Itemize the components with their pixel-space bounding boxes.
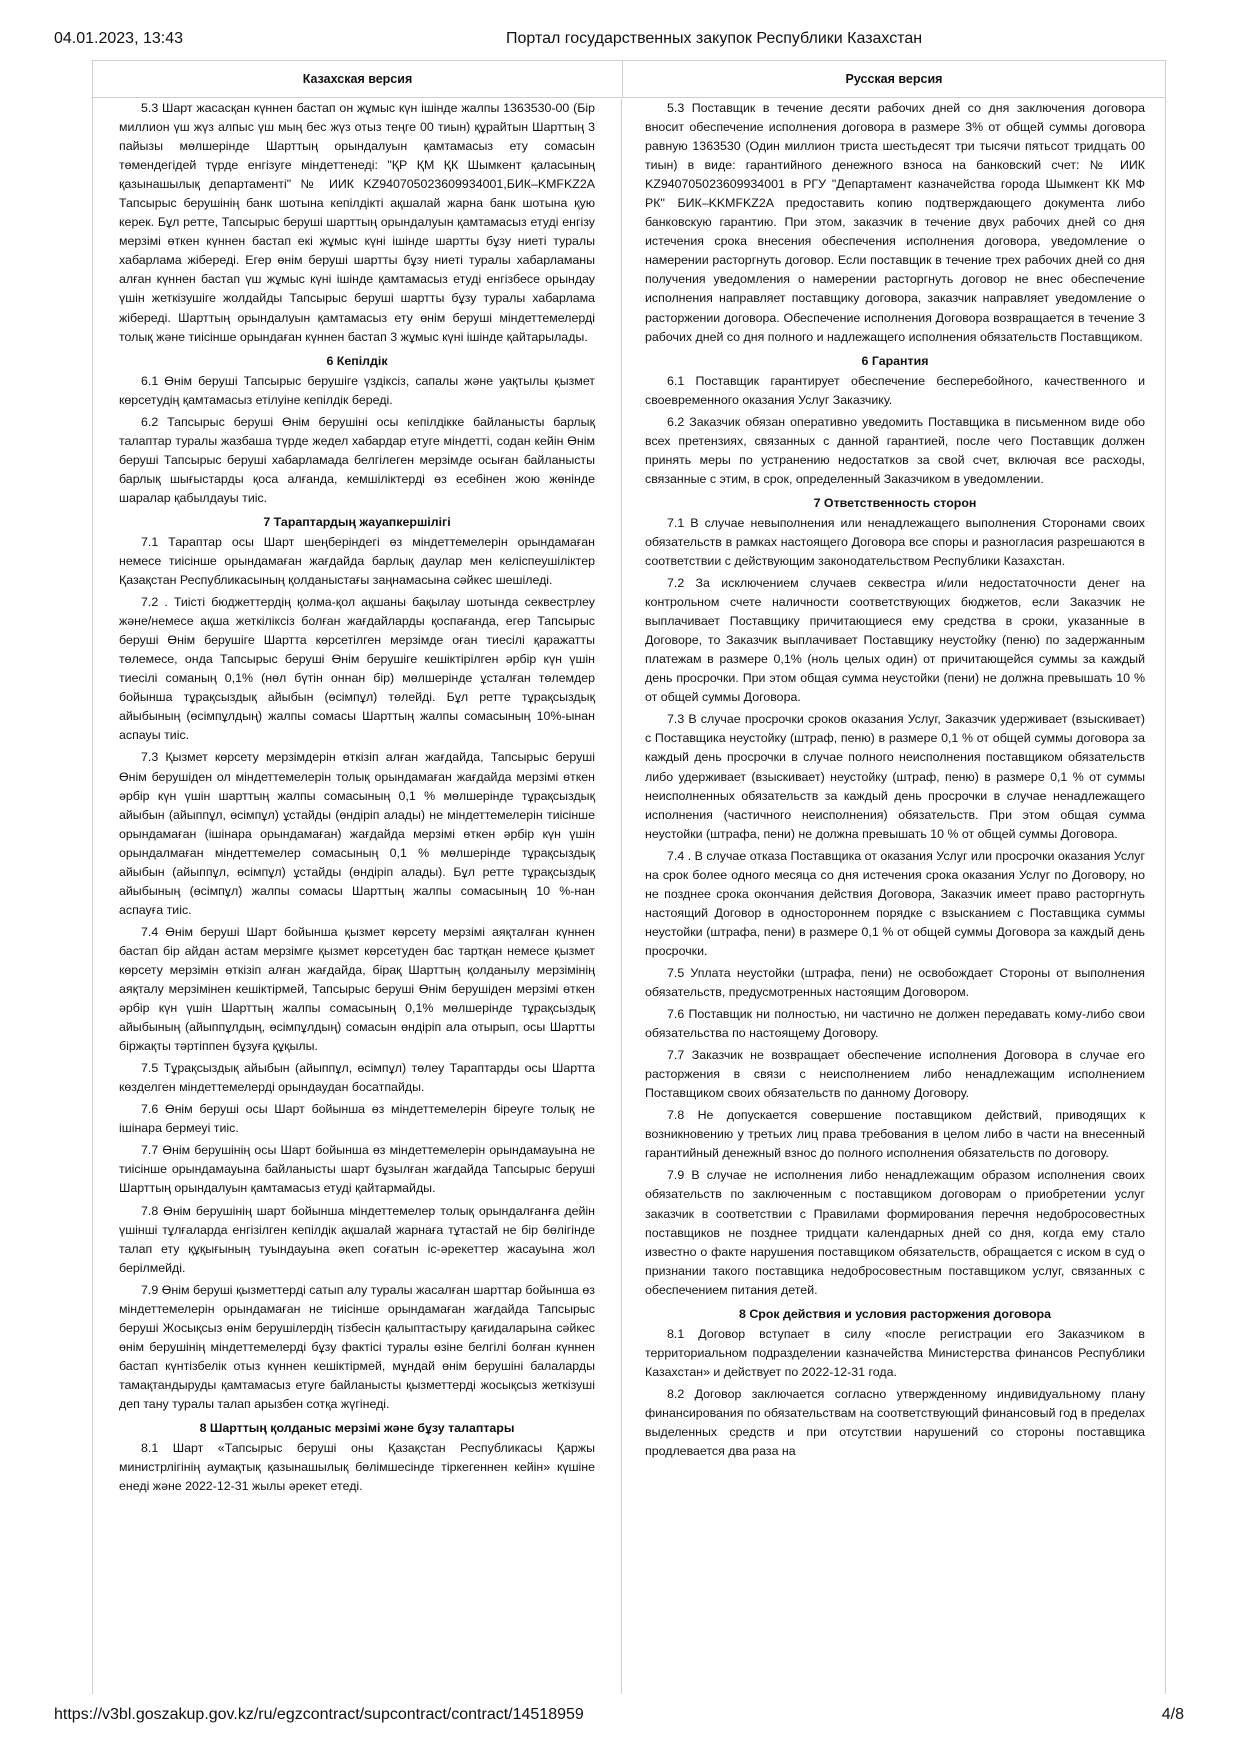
contract-table [92, 60, 1166, 1694]
russian-column [623, 99, 1165, 1694]
ru-clause-7-8: 7.8 Не допускается совершение поставщиком действий, приводящих к возникновению у третьих лиц права требования в целом либо в части на внесенный гарантийный денежный взнос до полного исполнения обязательств по договору. [645, 1108, 1145, 1161]
kz-clause-7-4: 7.4 Өнім беруші Шарт бойынша қызмет көрсету мерзімі аяқталған күннен бастап бір айдан астам мерзімге қызмет көрсетуден бас тартқан немесе қызмет көрсету мерзімін өткізіп алған жағдайда, бірақ Шарттың қолданылу мерзімінің аяқталу мерзімінен кешіктірмей, Тапсырыс беруші Өнім берушіден мерзімі өткен әрбір күн үшін Шарттың жалпы сомасының 0,1% мөлшерінде тұрақсыздық айыбының (айыппұлдың, өсімпұлдың) сомасын өндіріп ала отырып, осы Шартты біржақты тәртіппен бұзуға құқылы. [119, 924, 595, 1054]
ru-clause-7-5: 7.5 Уплата неустойки (штрафа, пени) не освобождает Стороны от выполнения обязательств, предусмотренных настоящим Договором. [645, 965, 1145, 1000]
kz-clause-7-7: 7.7 Өнім берушінің осы Шарт бойынша өз міндеттемелерін орындамауына не тиісінше орындамауына байланысты шарт бұзылған жағдайда Тапсырыс беруші Шарттың орындалуын қамтамасыз етуді қайтармайды. [119, 1143, 595, 1196]
ru-clause-6-1: 6.1 Поставщик гарантирует обеспечение бесперебойного, качественного и своевременного оказания Услуг Заказчику. [645, 373, 1145, 407]
ru-section-7-heading: 7 Ответственность сторон [813, 495, 977, 510]
column-header-kazakh: Казахская версия [93, 61, 623, 98]
ru-clause-7-9: 7.9 В случае не исполнения либо ненадлежащим образом исполнения своих обязательств по заключенным с поставщиком договорам о приобретении услуг заказчик в соответствии с Правилами формирования перечня недобросовестных поставщиков не позднее тридцати календарных дней со дня, когда ему стало известно о факте нарушения поставщиком обязательств, обращается с иском в суд о признании такого поставщика недобросовестным поставщиком услуг, связанных с обеспечением питания детей. [645, 1168, 1145, 1297]
ru-section-8-heading: 8 Срок действия и условия расторжения договора [738, 1306, 1051, 1321]
column-header-russian: Русская версия [623, 61, 1165, 98]
kz-clause-7-2: 7.2 . Тиісті бюджеттердің қолма-қол ақшаны бақылау шотында секвестрлеу және/немесе ақша жеткіліксіз болған жағдайларды қоспағанда, егер Тапсырыс беруші Өнім берушіге Шартта көрсетілген мерзімде оған тиесілі қаражатты төлемесе, онда Тапсырыс беруші Өнім берушіге кешіктірілген әрбір күн үшін тиесілі соманың 0,1% (нөл бүтін оннан бір) мөлшерінде ұсталған төлемдер бойынша тұрақсыздық айыбын (өсімпұл) төлейді. Бұл ретте тұрақсыздық айыбының (өсімпұлдың) жалпы сомасы Шарттың жалпы сомасының 10%-ынан аспауы тиіс. [119, 595, 595, 743]
kz-clause-7-5: 7.5 Тұрақсыздық айыбын (айыппұл, өсімпұл) төлеу Тараптарды осы Шартта көзделген міндеттемелерді орындаудан босатпайды. [119, 1061, 595, 1095]
ru-clause-7-7: 7.7 Заказчик не возвращает обеспечение исполнения Договора в случае его расторжения в связи с неисполнением либо ненадлежащим исполнением Поставщиком своих обязательств по данному Договору. [645, 1048, 1145, 1101]
ru-clause-7-3: 7.3 В случае просрочки сроков оказания Услуг, Заказчик удерживает (взыскивает) с Поставщика неустойку (штраф, пеню) в размере 0,1 % от общей суммы договора за каждый день просрочки в случае полного неисполнения поставщиком обязательств либо удерживает (взыскивает) неустойку (штраф, пеню) в размере 0,1 % от суммы неисполненных обязательств за каждый день просрочки в случае ненадлежащего исполнения (частичного неисполнения) обязательств. При этом общая сумма неустойки (штрафа, пени) не должна превышать 10 % от общей суммы Договора. [645, 712, 1145, 841]
print-footer-url: https://v3bl.goszakup.gov.kz/ru/egzcontract/supcontract/contract/14518959 [54, 1706, 584, 1723]
page-number: 4/8 [1161, 1706, 1184, 1723]
kz-clause-6-2: 6.2 Тапсырыс беруші Өнім берушіні осы кепілдікке байланысты барлық талаптар туралы жазбаша түрде жедел хабардар етуге міндетті, содан кейін Өнім беруші Тапсырыс беруші хабарламада белгілеген мерзімде осыған байланысты барлық шығыстарды қоса алғанда, кемшіліктерді өз есебінен жою жөнінде шаралар қабылдауы тиіс. [119, 414, 595, 505]
ru-clause-7-4: 7.4 . В случае отказа Поставщика от оказания Услуг или просрочки оказания Услуг на срок более одного месяца со дня истечения срока оказания Услуг по Договору, но не позднее срока окончания действия Договора, Заказчик имеет право расторгнуть настоящий Договор в одностороннем порядке с взысканием с Поставщика суммы неустойки (штрафа, пени) в размере 0,1 % от общей суммы Договора за каждый день просрочки. [645, 848, 1145, 958]
kz-clause-8-1: 8.1 Шарт «Тапсырыс беруші оны Қазақстан Республикасы Қаржы министрлігінің аумақтық қазынашылық бөлімшесінде тіркегеннен кейін» күшіне енеді және 2022-12-31 жылы әрекет етеді. [119, 1441, 595, 1494]
kz-section-6-heading: 6 Кепілдік [326, 353, 388, 368]
kz-clause-7-9: 7.9 Өнім беруші қызметтерді сатып алу туралы жасалған шарттар бойынша өз міндеттемелерін орындамаған не тиісінше орындамаған жағдайда Тапсырыс беруші Жосықсыз өнім берушілердің тізбесін қалыптастыру қағидаларына сәйкес өнім берушінің міндеттемелерді бұзу фактісі туралы өзіне белгілі болған күннен бастап күнтізбелік отыз күннен кешіктірмей, мұндай өнім берушіні балаларды тамақтандыруды қамтамасыз етуге байланысты қызметтерді жосықсыз жеткізуші деп тану туралы талап арызбен сотқа жүгінеді. [119, 1282, 595, 1411]
kz-clause-7-3: 7.3 Қызмет көрсету мерзімдерін өткізіп алған жағдайда, Тапсырыс беруші Өнім берушіден ол міндеттемелерін толық орындамаған жағдайда мерзімі өткен әрбір күн үшін шарттың жалпы сомасының 0,1 % мөлшерінде тұрақсыздық айыбын (айыппұл, өсімпұл) ұстайды (өндіріп алады) не міндеттемелерін тиісінше орындамаған (ішінара орындамаған) жағдайда мерзімі өткен әрбір күн үшін орындалмаған міндеттемелер сомасының 0,1 % мөлшерінде тұрақсыздық айыбын (айыппұл, өсімпұл) ұстайды (өндіріп алады). Бұл ретте тұрақсыздық айыбының (өсімпұл) жалпы сомасы Шарттың жалпы сомасының 10 %-нан аспауға тиіс. [119, 750, 595, 917]
kz-clause-7-1: 7.1 Тараптар осы Шарт шеңберіндегі өз міндеттемелерін орындамаған немесе тиісінше орындамаған жағдайда барлық даулар мен келіспеушіліктер Қазақстан Республикасының қолданыстағы заңнамасына сәйкес шешіледі. [119, 534, 595, 588]
kz-clause-7-6: 7.6 Өнім беруші осы Шарт бойынша өз міндеттемелерін біреуге толық не ішінара бермеуі тиіс. [119, 1102, 595, 1136]
page-header-title: Портал государственных закупок Республики Казахстан [506, 30, 923, 47]
kazakh-column [93, 99, 622, 1694]
print-datetime: 04.01.2023, 13:43 [54, 30, 184, 47]
kz-section-8-heading: 8 Шарттың қолданыс мерзімі және бұзу талаптары [199, 1421, 515, 1436]
kz-section-7-heading: 7 Тараптардың жауапкершілігі [263, 514, 451, 529]
ru-clause-7-1: 7.1 В случае невыполнения или ненадлежащего выполнения Сторонами своих обязательств в рамках настоящего Договора все споры и разногласия разрешаются в соответствии с действующим законодательством Республики Казахстан. [645, 515, 1145, 568]
kz-clause-5-3: 5.3 Шарт жасасқан күннен бастап он жұмыс күн ішінде жалпы 1363530-00 (Бір миллион үш жүз алпыс үш мың бес жүз отыз теңге 00 тиын) құрайтын Шарттың 3 пайызы мөлшерінде Шарттың орындалуын қамтамасыз ету сомасын төмендегідей түрде енгізуге міндеттенеді: "ҚР ҚМ ҚК Шымкент қаласының қазынашылық департаменті" № ИИК KZ940705023609934001,БИК–KMFKZ2A Тапсырыс берушінің банк шотына кепілдікті ақшалай жарна банк шотына қую керек. Бұл ретте, Тапсырыс беруші шарттың орындалуын қамтамасыз етуді енгізу мерзімі өткен күннен бастап екі жұмыс күні ішінде шартты бұзу ниеті туралы хабарлама жібереді. Егер өнім беруші шартты бұзу ниеті туралы хабарламаны алған күннен бастап үш жұмыс күні ішінде қамтамасыз етуді енгізбесе орындау үшін жеткізушіге жолдайды Тапсырыс беруші шартты бұзу туралы хабарлама жібереді. Шарттың орындалуын қамтамасыз ету өнім беруші міндеттемелерді толық және тиісінше орындаған күннен бастап 3 жұмыс күні ішінде қайтарылады. [119, 101, 595, 344]
ru-clause-7-6: 7.6 Поставщик ни полностью, ни частично не должен передавать кому-либо свои обязательства по настоящему Договору. [645, 1007, 1145, 1041]
kz-clause-6-1: 6.1 Өнім беруші Тапсырыс берушіге үздіксіз, сапалы және уақтылы қызмет көрсетудің қамтамасыз етілуіне кепілдік береді. [119, 373, 595, 407]
ru-clause-7-2: 7.2 За исключением случаев секвестра и/или недостаточности денег на контрольном счете наличности соответствующих бюджетов, если Заказчик не выплачивает Поставщику причитающиеся ему средства в сроки, указанные в Договоре, то Заказчик выплачивает Поставщику неустойку (пеню) по задержанным платежам в размере 0,1% (ноль целых один) от причитающейся суммы за каждый день просрочки. При этом общая сумма неустойки (пени) не должна превышать 10 % от общей суммы Договора. [645, 576, 1145, 705]
ru-clause-5-3: 5.3 Поставщик в течение десяти рабочих дней со дня заключения договора вносит обеспечение исполнения договора в размере 3% от общей суммы договора равную 1363530 (Один миллион триста шестьдесят три тысячи пятьсот тридцать 00 тиын) в виде: гарантийного денежного взноса на банковский счет: № ИИК KZ940705023609934001 в РГУ "Департамент казначейства города Шымкент КК МФ РК" БИК–KKMFKZ2A предоставить копию подтверждающего документа либо банковскую гарантию. При этом, заказчик в течение двух рабочих дней со дня истечения срока внесения обеспечения исполнения договора, уведомление о намерении расторгнуть договор. Если поставщик в течение трех рабочих дней со дня получения уведомления о намерении расторгнуть договор не внес обеспечение исполнения направляет поставщику договора, заказчик направляет уведомление о расторжении договора. Обеспечение исполнения Договора возвращается в течение 3 рабочих дней со дня полного и надлежащего исполнения обязательств Поставщиком. [645, 101, 1145, 344]
ru-section-6-heading: 6 Гарантия [861, 353, 929, 368]
ru-clause-8-1: 8.1 Договор вступает в силу «после регистрации его Заказчиком в территориальном подразделении казначейства Министерства финансов Республики Казахстан» и действует по 2022-12-31 года. [645, 1326, 1145, 1379]
ru-clause-6-2: 6.2 Заказчик обязан оперативно уведомить Поставщика в письменном виде обо всех претензиях, связанных с данной гарантией, после чего Поставщик должен принять меры по устранению недостатков за свой счет, включая все расходы, связанные с этим, в срок, определенный Заказчиком в уведомлении. [645, 414, 1145, 486]
ru-clause-8-2: 8.2 Договор заключается согласно утвержденному индивидуальному плану финансирования по обязательствам на соответствующий финансовый год в пределах выделенных средств и при отсутствии нарушений со стороны поставщика продлевается два раза на [645, 1386, 1145, 1459]
kz-clause-7-8: 7.8 Өнім берушінің шарт бойынша міндеттемелер толық орындалғанға дейін үшінші тұлғаларда енгізілген кепілдік ақшалай жарнаға тұтастай не бір бөлігінде талап ету құқығының туындауына әкеп соғатын іс-әрекеттер жасауына жол берілмейді. [119, 1203, 595, 1275]
